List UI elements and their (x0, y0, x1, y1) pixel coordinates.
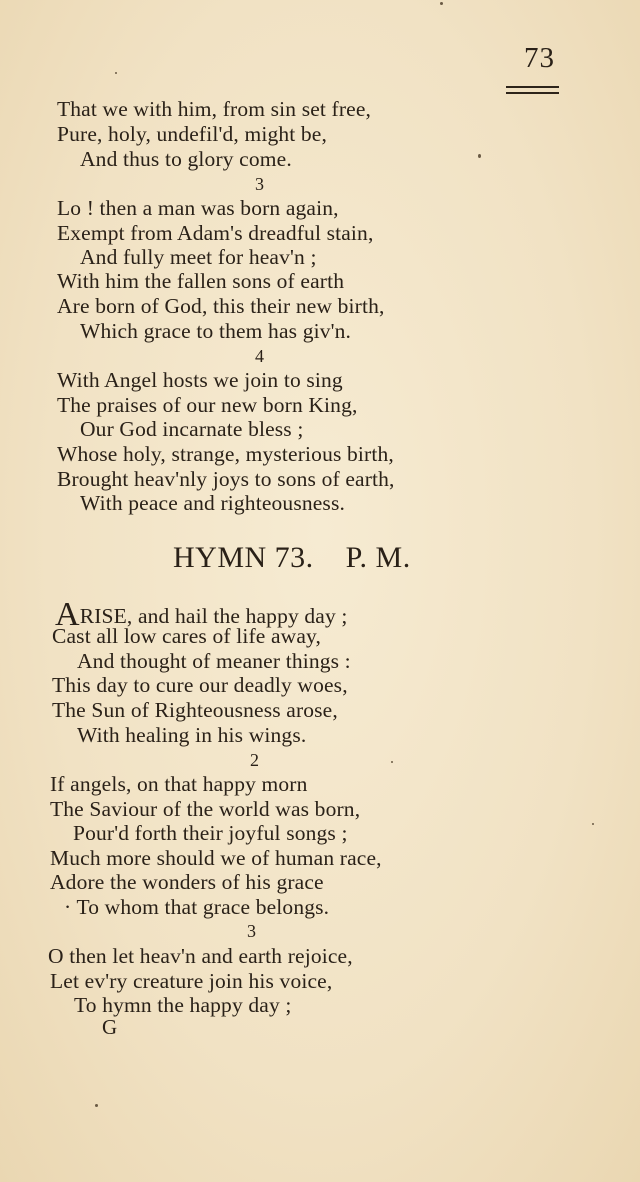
verse-line: The praises of our new born King, (57, 393, 358, 417)
verse-line: With him the fallen sons of earth (57, 269, 345, 293)
header-rule-lower (506, 92, 559, 94)
paper-speck (478, 154, 481, 158)
verse-line: With Angel hosts we join to sing (57, 368, 343, 392)
verse-line: Cast all low cares of life away, (52, 624, 322, 648)
verse-line: Pure, holy, undefil'd, might be, (57, 122, 328, 146)
stanza-number: 2 (250, 750, 259, 770)
verse-line: Pour'd forth their joyful songs ; (73, 821, 348, 845)
page-number: 73 (524, 42, 555, 74)
verse-line: And thought of meaner things : (77, 649, 351, 673)
stanza-number: 3 (247, 921, 256, 941)
paper-speck (115, 72, 117, 74)
verse-line: Much more should we of human race, (50, 846, 382, 870)
hymn-heading: HYMN 73. P. M. (173, 541, 411, 574)
verse-line: Which grace to them has giv'n. (80, 319, 352, 343)
verse-line: Adore the wonders of his grace (50, 870, 324, 894)
stanza-number: 4 (255, 346, 264, 366)
verse-line: Exempt from Adam's dreadful stain, (57, 221, 374, 245)
verse-line: Are born of God, this their new birth, (57, 294, 385, 318)
verse-line: This day to cure our deadly woes, (52, 673, 348, 697)
verse-line: Our God incarnate bless ; (80, 417, 304, 441)
verse-line: Brought heav'nly joys to sons of earth, (57, 467, 395, 491)
verse-line: That we with him, from sin set free, (57, 97, 372, 121)
drop-cap: A (55, 596, 80, 633)
verse-line: The Saviour of the world was born, (50, 797, 361, 821)
stanza-number: 3 (255, 174, 264, 194)
verse-line: And fully meet for heav'n ; (80, 245, 317, 269)
paper-speck (440, 2, 443, 5)
header-rule-upper (506, 86, 559, 88)
verse-line: Lo ! then a man was born again, (57, 196, 339, 220)
verse-line: The Sun of Righteousness arose, (52, 698, 338, 722)
paper-speck (391, 761, 393, 763)
verse-line: And thus to glory come. (80, 147, 292, 171)
paper-speck (592, 823, 594, 825)
first-line-text: RISE, and hail the happy day ; (79, 604, 348, 628)
verse-line: O then let heav'n and earth rejoice, (48, 944, 353, 968)
verse-line: Let ev'ry creature join his voice, (50, 969, 333, 993)
verse-line: If angels, on that happy morn (50, 772, 308, 796)
verse-line: With healing in his wings. (77, 723, 307, 747)
verse-line: Whose holy, strange, mysterious birth, (57, 442, 394, 466)
verse-line: · To whom that grace belongs. (64, 895, 330, 919)
signature-mark: G (102, 1015, 118, 1039)
paper-speck (95, 1104, 98, 1107)
verse-line: To hymn the happy day ; (74, 993, 292, 1017)
verse-line: With peace and righteousness. (80, 491, 345, 515)
